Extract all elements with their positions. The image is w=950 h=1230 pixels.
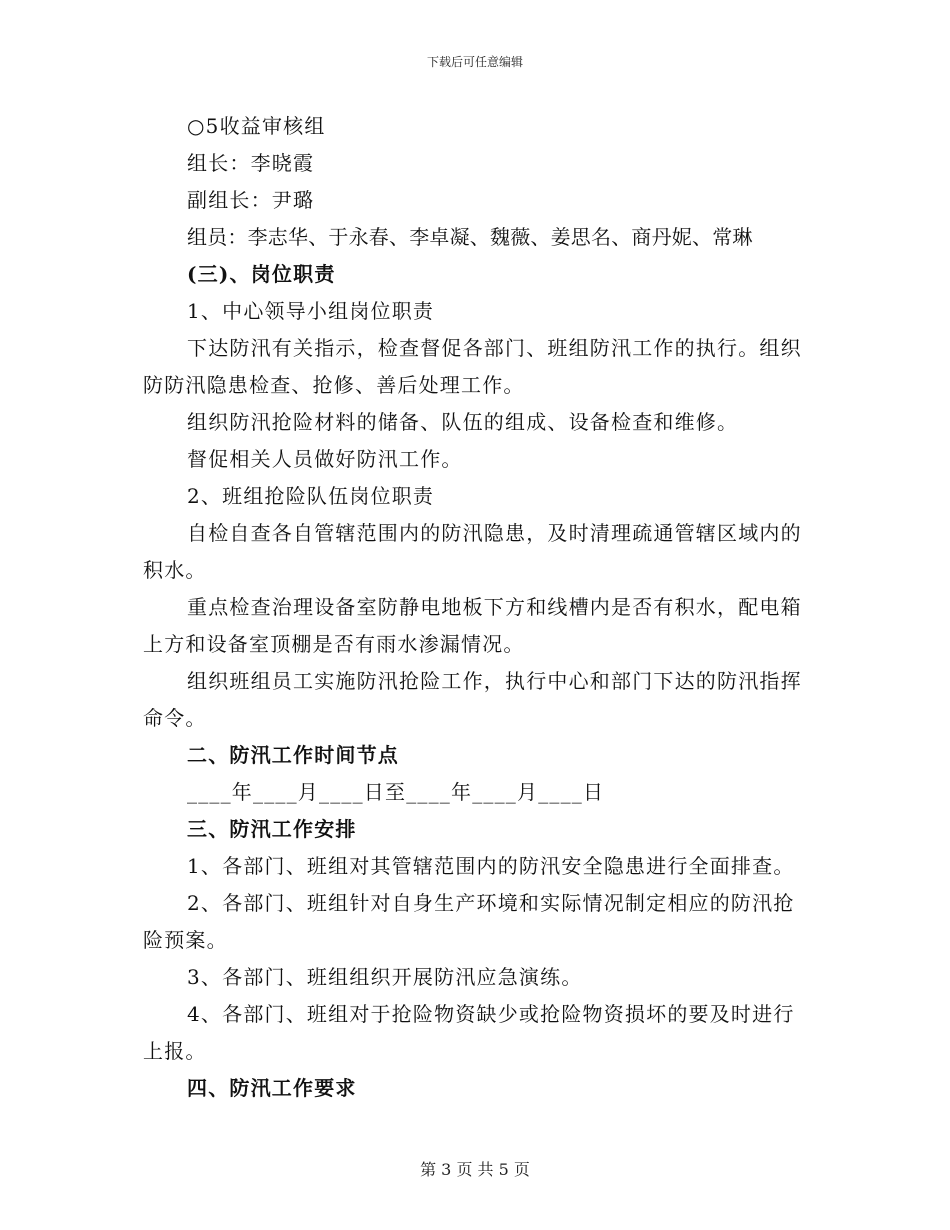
paragraph: 组织班组员工实施防汛抢险工作，执行中心和部门下达的防汛指挥命令。 — [143, 669, 802, 730]
paragraph: 组长：李晓霞 — [187, 151, 315, 175]
paragraph: 2、各部门、班组针对自身生产环境和实际情况制定相应的防汛抢险预案。 — [143, 891, 795, 952]
paragraph: 下达防汛有关指示，检查督促各部门、班组防汛工作的执行。组织防防汛隐患检查、抢修、善后处理工作。 — [143, 336, 802, 397]
section-heading: 四、防汛工作要求 — [187, 1076, 357, 1100]
paragraph: 4、各部门、班组对于抢险物资缺少或抢险物资损坏的要及时进行上报。 — [143, 1002, 795, 1063]
date-range-line: ____年____月____日至____年____月____日 — [187, 780, 605, 804]
paragraph: 自检自查各自管辖范围内的防汛隐患，及时清理疏通管辖区域内的积水。 — [143, 521, 802, 582]
section-heading: 三、防汛工作安排 — [187, 817, 357, 841]
paragraph: 组织防汛抢险材料的储备、队伍的组成、设备检查和维修。 — [187, 410, 739, 434]
page-header: 下载后可任意编辑 — [426, 55, 523, 69]
paragraph: 组员：李志华、于永春、李卓凝、魏薇、姜思名、商丹妮、常琳 — [187, 225, 753, 249]
paragraph: 2、班组抢险队伍岗位职责 — [187, 484, 435, 508]
paragraph: 督促相关人员做好防汛工作。 — [187, 447, 463, 471]
section-heading: (三)、岗位职责 — [187, 262, 336, 286]
paragraph: 3、各部门、班组组织开展防汛应急演练。 — [187, 965, 583, 989]
document-body — [143, 108, 807, 1107]
page-footer: 第 3 页 共 5 页 — [420, 1160, 530, 1179]
paragraph: 1、各部门、班组对其管辖范围内的防汛安全隐患进行全面排查。 — [187, 854, 795, 878]
section-heading: 二、防汛工作时间节点 — [187, 743, 399, 767]
paragraph: 1、中心领导小组岗位职责 — [187, 299, 435, 323]
paragraph: ○5收益审核组 — [187, 114, 326, 138]
paragraph: 重点检查治理设备室防静电地板下方和线槽内是否有积水，配电箱上方和设备室顶棚是否有雨水渗漏情况。 — [143, 595, 802, 656]
paragraph: 副组长：尹璐 — [187, 188, 315, 212]
